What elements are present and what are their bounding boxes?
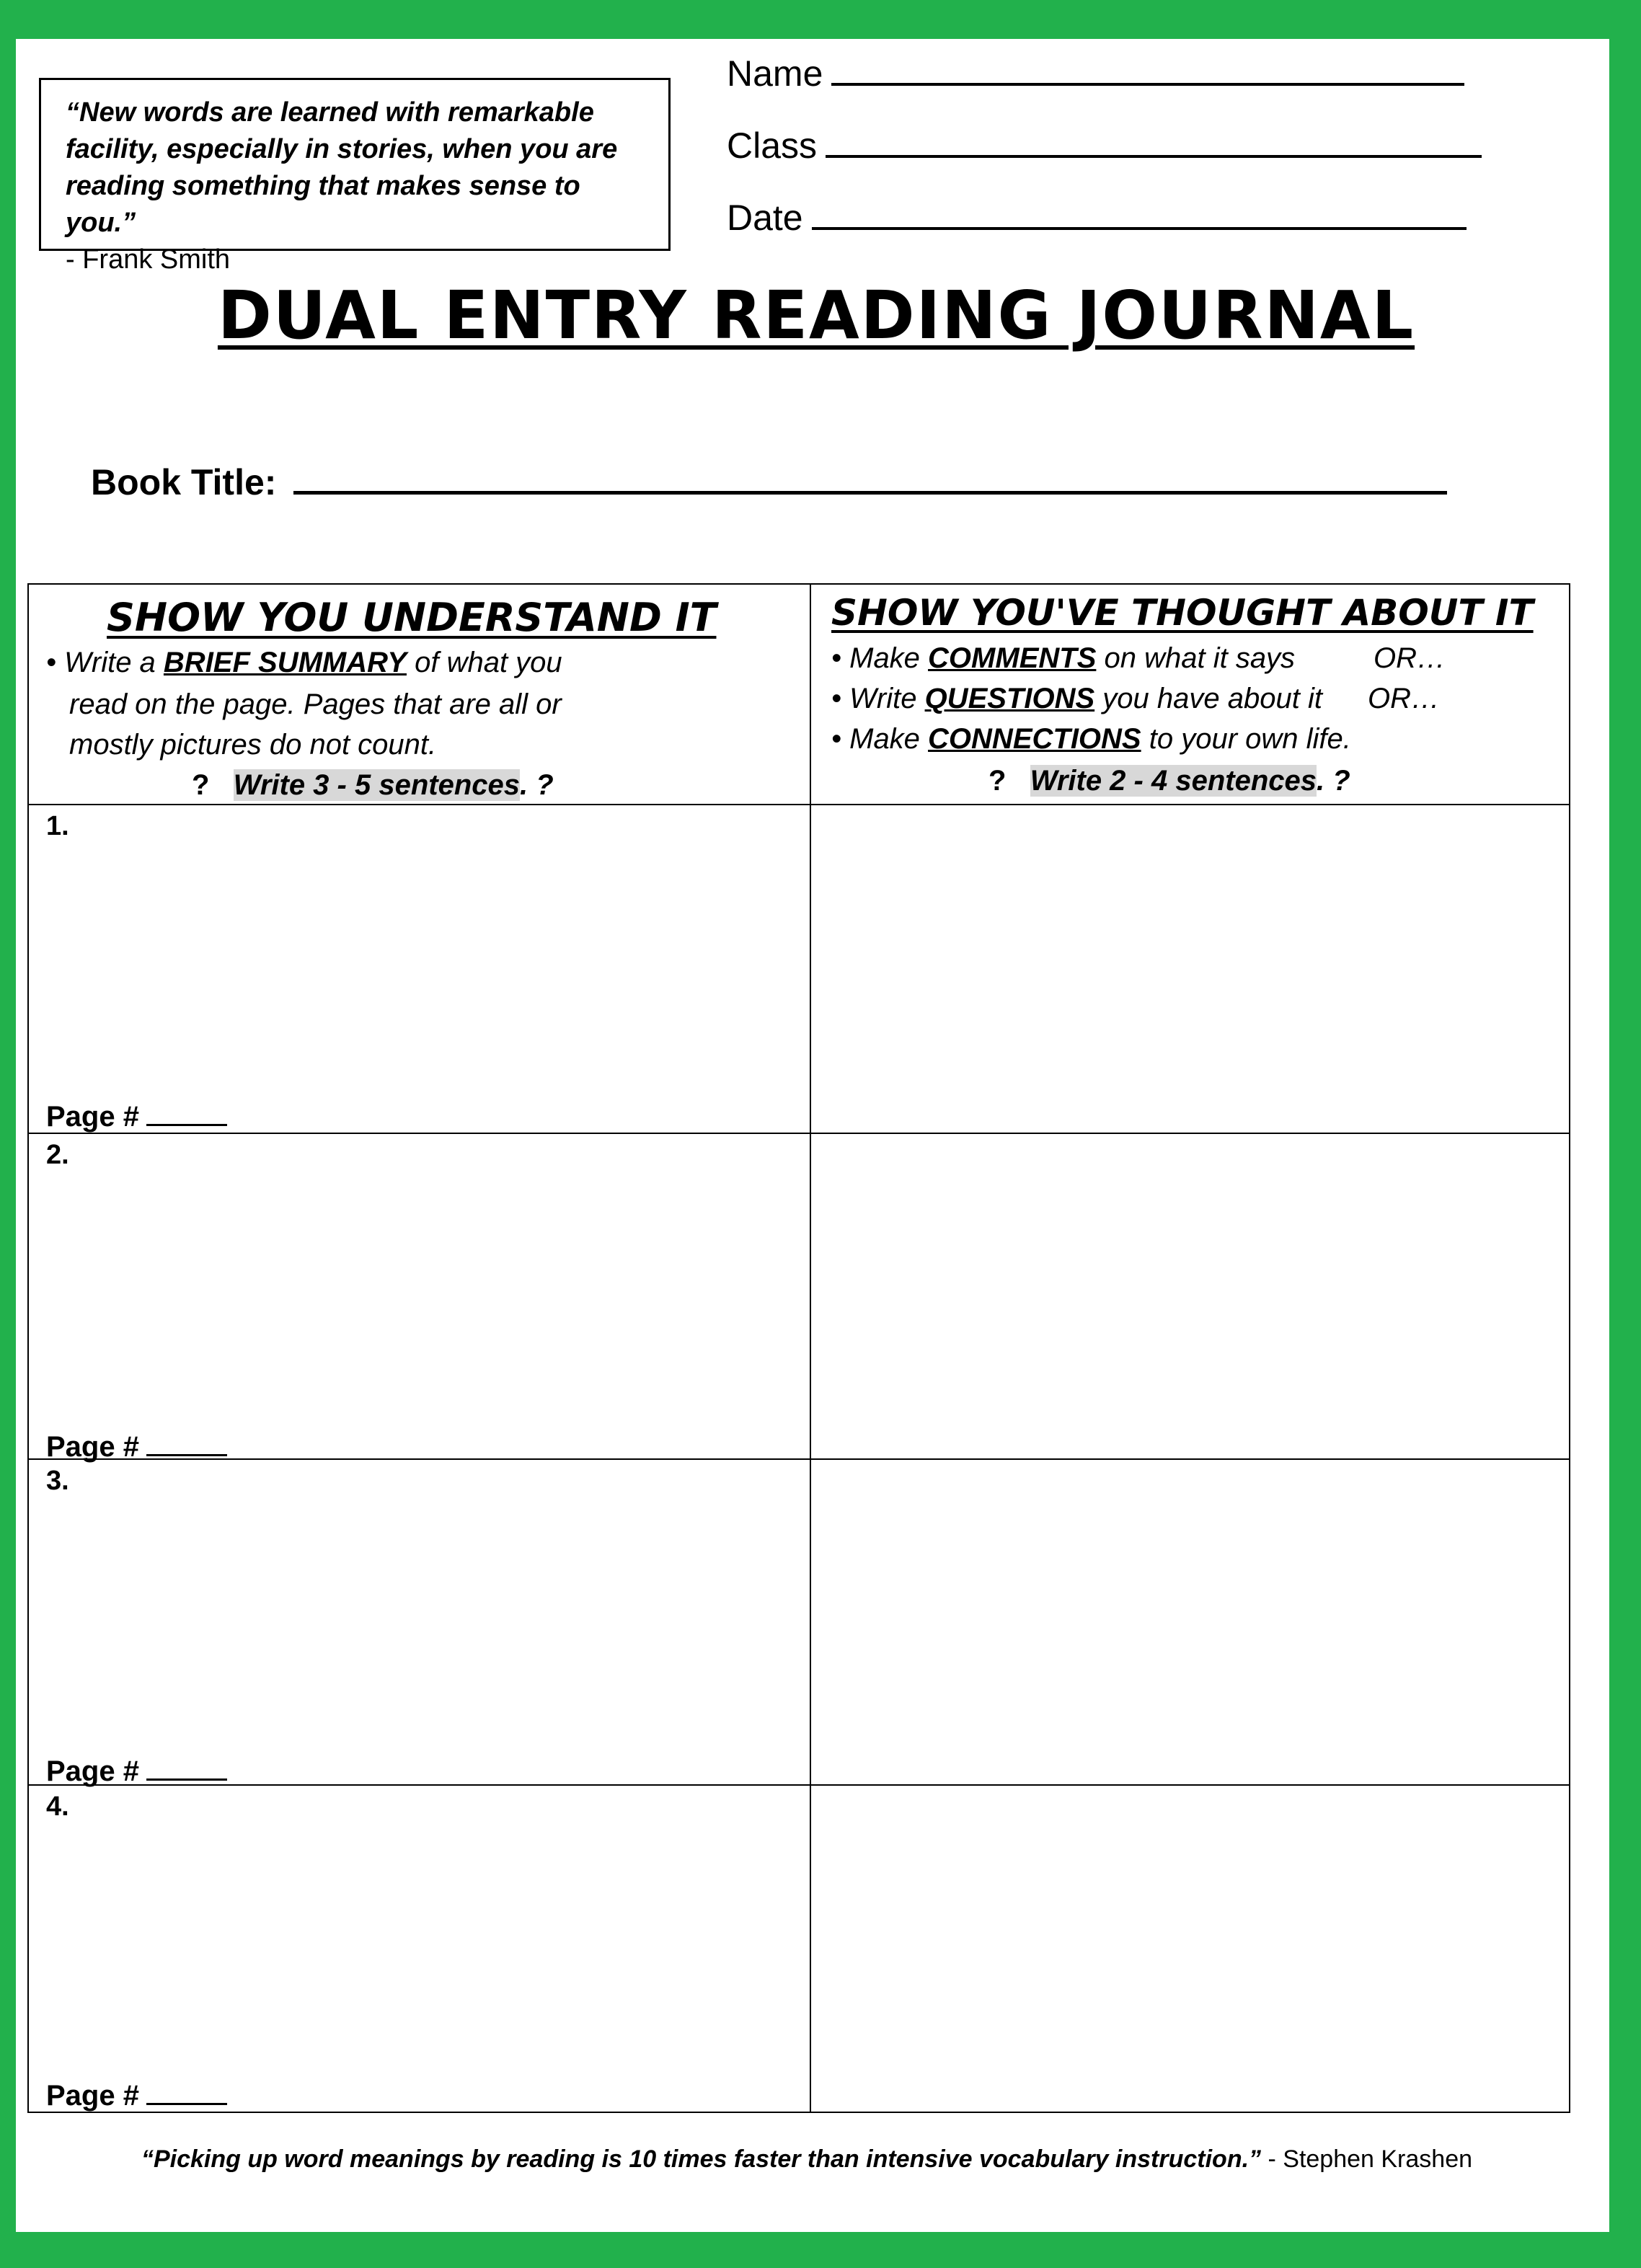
worksheet bbox=[16, 39, 1609, 2232]
footer-quote-text: “Picking up word meanings by reading is 10 times faster than intensive vocabulary instruction.” bbox=[141, 2145, 1262, 2173]
left-header-title: SHOW YOU UNDERSTAND IT bbox=[107, 595, 717, 640]
entry-number: 2. bbox=[46, 1140, 69, 1170]
right-header-title: SHOW YOU'VE THOUGHT ABOUT IT bbox=[831, 592, 1534, 634]
entry-number: 4. bbox=[46, 1791, 69, 1822]
column-divider bbox=[810, 585, 811, 2112]
entry-row-divider bbox=[29, 1784, 1569, 1786]
right-highlight: Write 2 - 4 sentences bbox=[1030, 765, 1317, 797]
right-bullet-connections: • Make CONNECTIONS to your own life. bbox=[831, 723, 1351, 755]
right-sentence-target: ? Write 2 - 4 sentences. ? bbox=[988, 765, 1350, 797]
journal-table bbox=[27, 583, 1570, 2113]
entry-page-field[interactable]: Page # bbox=[46, 1099, 227, 1133]
right-or-2: OR… bbox=[1368, 683, 1440, 714]
book-title-line[interactable] bbox=[293, 462, 1447, 495]
page-number-line[interactable] bbox=[146, 2078, 227, 2105]
top-quote-box bbox=[39, 78, 671, 275]
page-number-line[interactable] bbox=[146, 1099, 227, 1126]
footer-quote-author: - Stephen Krashen bbox=[1261, 2145, 1473, 2173]
page-number-line[interactable] bbox=[146, 1430, 227, 1456]
left-column-header bbox=[29, 585, 810, 804]
book-title-field[interactable] bbox=[91, 461, 1447, 503]
date-field[interactable] bbox=[727, 196, 1467, 239]
class-line[interactable] bbox=[826, 125, 1482, 158]
left-instruction-line2: read on the page. Pages that are all or bbox=[69, 688, 562, 720]
date-label: Date bbox=[727, 198, 803, 238]
footer-quote bbox=[16, 2145, 1598, 2174]
header-row-divider bbox=[29, 804, 1569, 805]
questions-keyword: QUESTIONS bbox=[924, 683, 1095, 714]
page-title: DUAL ENTRY READING JOURNAL bbox=[217, 277, 1415, 354]
left-sentence-target: ? Write 3 - 5 sentences. ? bbox=[192, 769, 554, 801]
right-column-header bbox=[811, 585, 1570, 804]
left-highlight: Write 3 - 5 sentences bbox=[233, 769, 520, 801]
entry-page-field[interactable]: Page # bbox=[46, 1430, 227, 1463]
name-line[interactable] bbox=[831, 53, 1464, 86]
entry-row-divider bbox=[29, 1133, 1569, 1134]
left-instruction-line3: mostly pictures do not count. bbox=[69, 729, 437, 761]
entry-number: 3. bbox=[46, 1466, 69, 1496]
entry-row-divider bbox=[29, 1458, 1569, 1460]
right-or-1: OR… bbox=[1374, 642, 1446, 674]
class-field[interactable] bbox=[727, 124, 1482, 167]
connections-keyword: CONNECTIONS bbox=[928, 723, 1141, 755]
book-title-label: Book Title: bbox=[91, 462, 277, 502]
brief-summary-keyword: BRIEF SUMMARY bbox=[163, 647, 407, 678]
right-bullet-questions: • Write QUESTIONS you have about it bbox=[831, 683, 1322, 714]
top-quote-author: - Frank Smith bbox=[66, 244, 231, 275]
name-label: Name bbox=[727, 53, 823, 94]
page-number-line[interactable] bbox=[146, 1754, 227, 1781]
entry-page-field[interactable]: Page # bbox=[46, 1754, 227, 1788]
top-quote-text: “New words are learned with remarkable facility, especially in stories, when you are reading something that makes sense to you.” bbox=[66, 97, 618, 238]
entry-page-field[interactable]: Page # bbox=[46, 2078, 227, 2112]
class-label: Class bbox=[727, 125, 818, 166]
entry-number: 1. bbox=[46, 811, 69, 841]
date-line[interactable] bbox=[812, 197, 1467, 230]
comments-keyword: COMMENTS bbox=[928, 642, 1097, 674]
name-field[interactable] bbox=[727, 52, 1464, 95]
right-bullet-comments: • Make COMMENTS on what it says bbox=[831, 642, 1296, 674]
left-instruction-line1: • Write a BRIEF SUMMARY of what you bbox=[46, 647, 562, 678]
